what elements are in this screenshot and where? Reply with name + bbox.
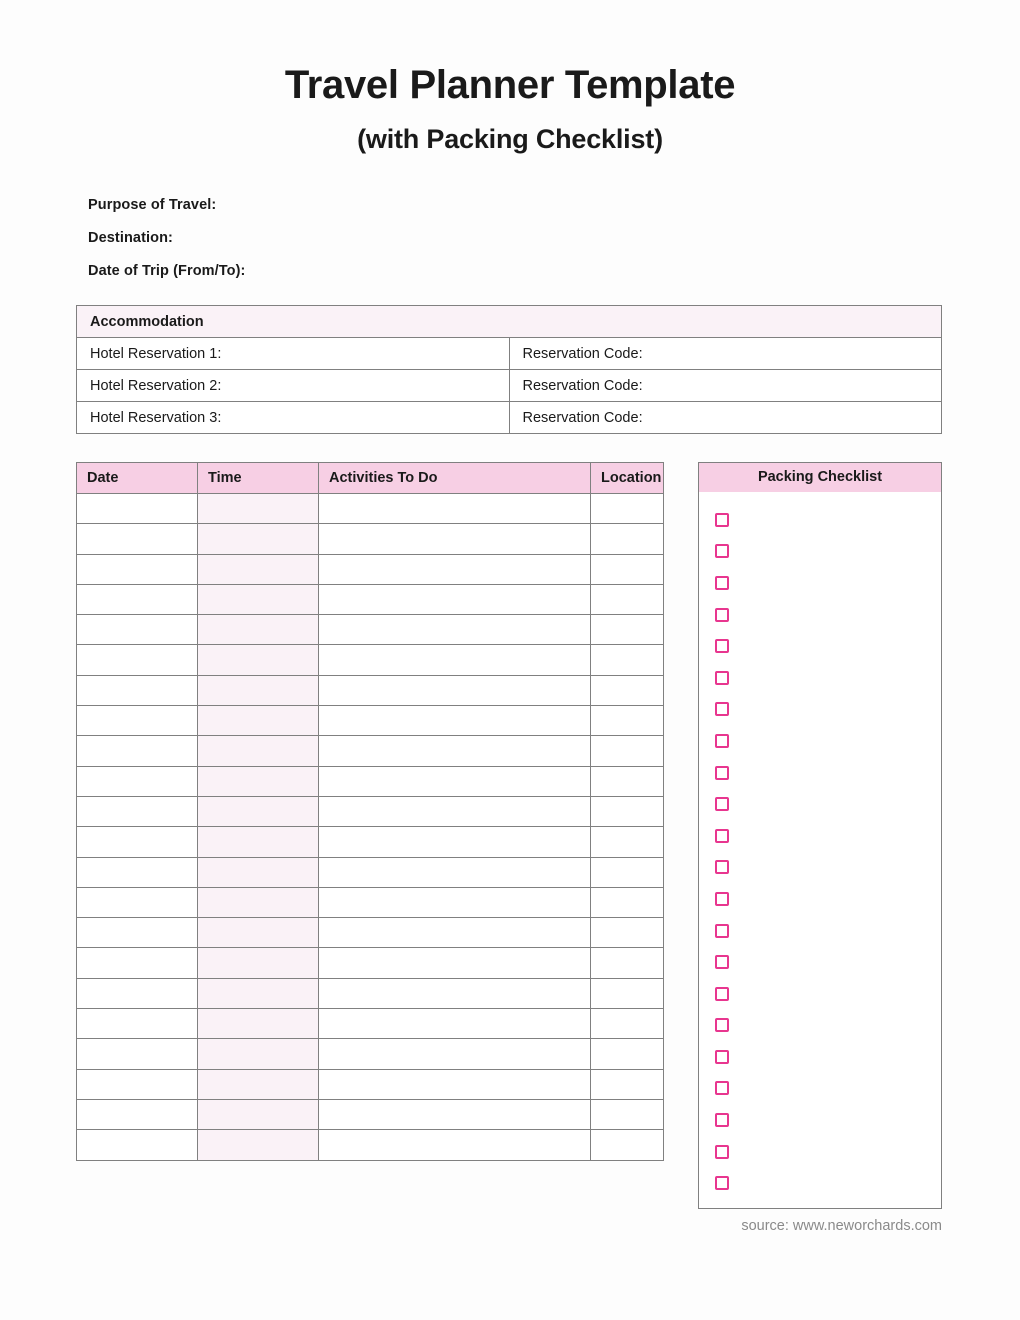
checkbox-icon[interactable] (715, 829, 729, 843)
table-row (77, 494, 664, 524)
table-row (77, 918, 664, 948)
itinerary-cell-date[interactable] (77, 918, 198, 948)
packing-checklist-header: Packing Checklist (699, 463, 941, 492)
table-row (77, 766, 664, 796)
list-item (715, 820, 941, 852)
itinerary-cell-location[interactable] (591, 1039, 664, 1069)
itinerary-cell-activities[interactable] (319, 1009, 591, 1039)
itinerary-cell-date[interactable] (77, 675, 198, 705)
list-item (715, 567, 941, 599)
itinerary-cell-date[interactable] (77, 584, 198, 614)
packing-checklist-body (699, 492, 941, 1208)
title-block (0, 0, 1020, 155)
packing-checklist-panel (698, 462, 942, 1209)
itinerary-cell-date[interactable] (77, 1039, 198, 1069)
table-row (77, 948, 664, 978)
itinerary-cell-time[interactable] (198, 1039, 319, 1069)
hotel-reservation-2-field[interactable]: Hotel Reservation 2: (77, 370, 510, 402)
list-item (715, 1136, 941, 1168)
checkbox-icon[interactable] (715, 513, 729, 527)
itinerary-cell-location[interactable] (591, 615, 664, 645)
itinerary-cell-activities[interactable] (319, 675, 591, 705)
itinerary-cell-location[interactable] (591, 1069, 664, 1099)
table-row (77, 887, 664, 917)
table-row (77, 827, 664, 857)
itinerary-cell-date[interactable] (77, 887, 198, 917)
itinerary-cell-date[interactable] (77, 796, 198, 826)
column-header-location: Location (591, 463, 664, 494)
itinerary-table (76, 462, 664, 1161)
itinerary-cell-location[interactable] (591, 736, 664, 766)
itinerary-cell-date[interactable] (77, 736, 198, 766)
checkbox-icon[interactable] (715, 987, 729, 1001)
field-label-purpose-of-travel: Purpose of Travel: (88, 197, 217, 213)
checkbox-icon[interactable] (715, 671, 729, 685)
checkbox-icon[interactable] (715, 797, 729, 811)
table-row (77, 1039, 664, 1069)
itinerary-cell-date[interactable] (77, 494, 198, 524)
itinerary-cell-location[interactable] (591, 948, 664, 978)
list-item (715, 630, 941, 662)
itinerary-cell-location[interactable] (591, 918, 664, 948)
list-item (715, 504, 941, 536)
table-row (77, 1130, 664, 1160)
itinerary-cell-time[interactable] (198, 948, 319, 978)
itinerary-cell-time[interactable] (198, 766, 319, 796)
itinerary-cell-time[interactable] (198, 524, 319, 554)
itinerary-cell-location[interactable] (591, 584, 664, 614)
itinerary-cell-location[interactable] (591, 796, 664, 826)
itinerary-cell-activities[interactable] (319, 494, 591, 524)
checkbox-icon[interactable] (715, 1176, 729, 1190)
itinerary-cell-activities[interactable] (319, 1069, 591, 1099)
itinerary-cell-time[interactable] (198, 645, 319, 675)
accommodation-header: Accommodation (77, 306, 942, 338)
list-item (715, 1010, 941, 1042)
itinerary-cell-activities[interactable] (319, 615, 591, 645)
list-item (715, 788, 941, 820)
itinerary-cell-location[interactable] (591, 887, 664, 917)
list-item (715, 852, 941, 884)
itinerary-cell-location[interactable] (591, 857, 664, 887)
table-row (77, 978, 664, 1008)
itinerary-cell-time[interactable] (198, 494, 319, 524)
table-row (77, 615, 664, 645)
itinerary-cell-time[interactable] (198, 584, 319, 614)
checkbox-icon[interactable] (715, 608, 729, 622)
checkbox-icon[interactable] (715, 734, 729, 748)
itinerary-cell-time[interactable] (198, 857, 319, 887)
itinerary-cell-date[interactable] (77, 827, 198, 857)
list-item (715, 1041, 941, 1073)
checkbox-icon[interactable] (715, 1018, 729, 1032)
itinerary-cell-date[interactable] (77, 706, 198, 736)
list-item (715, 883, 941, 915)
list-item (715, 915, 941, 947)
table-row (77, 645, 664, 675)
itinerary-cell-activities[interactable] (319, 918, 591, 948)
itinerary-cell-time[interactable] (198, 675, 319, 705)
table-row (77, 370, 942, 402)
itinerary-header-row (77, 463, 664, 494)
checkbox-icon[interactable] (715, 924, 729, 938)
hotel-reservation-1-field[interactable]: Hotel Reservation 1: (77, 338, 510, 370)
list-item (715, 694, 941, 726)
itinerary-cell-activities[interactable] (319, 524, 591, 554)
list-item (715, 536, 941, 568)
itinerary-cell-date[interactable] (77, 554, 198, 584)
table-row (77, 1099, 664, 1129)
itinerary-cell-date[interactable] (77, 1130, 198, 1160)
itinerary-cell-time[interactable] (198, 978, 319, 1008)
reservation-code-2-field[interactable]: Reservation Code: (509, 370, 942, 402)
checkbox-icon[interactable] (715, 892, 729, 906)
itinerary-cell-activities[interactable] (319, 948, 591, 978)
itinerary-cell-activities[interactable] (319, 978, 591, 1008)
reservation-code-3-field[interactable]: Reservation Code: (509, 402, 942, 434)
table-row (77, 1069, 664, 1099)
itinerary-cell-activities[interactable] (319, 554, 591, 584)
itinerary-cell-activities[interactable] (319, 887, 591, 917)
table-row (77, 402, 942, 434)
table-row (77, 736, 664, 766)
checkbox-icon[interactable] (715, 1145, 729, 1159)
column-header-date: Date (77, 463, 198, 494)
table-row (77, 675, 664, 705)
itinerary-cell-time[interactable] (198, 887, 319, 917)
list-item (715, 946, 941, 978)
table-row (77, 796, 664, 826)
itinerary-cell-activities[interactable] (319, 736, 591, 766)
checkbox-icon[interactable] (715, 766, 729, 780)
table-row (77, 306, 942, 338)
list-item (715, 1167, 941, 1199)
checkbox-icon[interactable] (715, 702, 729, 716)
itinerary-cell-activities[interactable] (319, 1130, 591, 1160)
itinerary-cell-time[interactable] (198, 1099, 319, 1129)
itinerary-cell-location[interactable] (591, 1009, 664, 1039)
checkbox-icon[interactable] (715, 1081, 729, 1095)
itinerary-cell-activities[interactable] (319, 857, 591, 887)
table-row (77, 1009, 664, 1039)
checkbox-icon[interactable] (715, 544, 729, 558)
field-label-date-of-trip: Date of Trip (From/To): (88, 263, 246, 279)
itinerary-cell-time[interactable] (198, 1069, 319, 1099)
table-row (77, 524, 664, 554)
checkbox-icon[interactable] (715, 1113, 729, 1127)
itinerary-cell-time[interactable] (198, 796, 319, 826)
accommodation-section (0, 305, 1020, 434)
itinerary-cell-location[interactable] (591, 706, 664, 736)
table-row (77, 706, 664, 736)
itinerary-cell-date[interactable] (77, 978, 198, 1008)
list-item (715, 662, 941, 694)
page-subtitle: (with Packing Checklist) (357, 124, 663, 154)
itinerary-cell-location[interactable] (591, 554, 664, 584)
itinerary-cell-location[interactable] (591, 675, 664, 705)
list-item (715, 1073, 941, 1105)
table-row (77, 554, 664, 584)
itinerary-cell-activities[interactable] (319, 1099, 591, 1129)
checkbox-icon[interactable] (715, 639, 729, 653)
itinerary-cell-date[interactable] (77, 766, 198, 796)
table-row (77, 584, 664, 614)
hotel-reservation-3-field[interactable]: Hotel Reservation 3: (77, 402, 510, 434)
itinerary-cell-location[interactable] (591, 766, 664, 796)
itinerary-cell-location[interactable] (591, 1130, 664, 1160)
itinerary-cell-activities[interactable] (319, 796, 591, 826)
itinerary-cell-activities[interactable] (319, 706, 591, 736)
itinerary-cell-time[interactable] (198, 1009, 319, 1039)
reservation-code-1-field[interactable]: Reservation Code: (509, 338, 942, 370)
list-item (715, 725, 941, 757)
itinerary-cell-date[interactable] (77, 615, 198, 645)
list-item (715, 757, 941, 789)
itinerary-and-checklist-area (0, 462, 1020, 1209)
itinerary-cell-date[interactable] (77, 1099, 198, 1129)
itinerary-cell-date[interactable] (77, 1069, 198, 1099)
list-item (715, 978, 941, 1010)
table-row (77, 338, 942, 370)
itinerary-cell-time[interactable] (198, 827, 319, 857)
itinerary-cell-location[interactable] (591, 524, 664, 554)
itinerary-cell-time[interactable] (198, 706, 319, 736)
itinerary-cell-location[interactable] (591, 1099, 664, 1129)
checkbox-icon[interactable] (715, 576, 729, 590)
itinerary-cell-time[interactable] (198, 736, 319, 766)
page-title: Travel Planner Template (284, 63, 736, 107)
itinerary-cell-location[interactable] (591, 827, 664, 857)
checkbox-icon[interactable] (715, 955, 729, 969)
checkbox-icon[interactable] (715, 860, 729, 874)
itinerary-cell-location[interactable] (591, 645, 664, 675)
trip-info-fields (0, 197, 1020, 279)
itinerary-cell-date[interactable] (77, 857, 198, 887)
accommodation-table (76, 305, 942, 434)
itinerary-cell-date[interactable] (77, 1009, 198, 1039)
itinerary-cell-time[interactable] (198, 554, 319, 584)
itinerary-cell-location[interactable] (591, 978, 664, 1008)
column-header-activities-to-do: Activities To Do (319, 463, 591, 494)
itinerary-cell-time[interactable] (198, 918, 319, 948)
itinerary-cell-activities[interactable] (319, 1039, 591, 1069)
itinerary-cell-date[interactable] (77, 524, 198, 554)
source-attribution: source: www.neworchards.com (741, 1218, 942, 1234)
itinerary-cell-date[interactable] (77, 948, 198, 978)
itinerary-cell-time[interactable] (198, 1130, 319, 1160)
checkbox-icon[interactable] (715, 1050, 729, 1064)
itinerary-cell-location[interactable] (591, 494, 664, 524)
table-row (77, 857, 664, 887)
itinerary-cell-time[interactable] (198, 615, 319, 645)
column-header-time: Time (198, 463, 319, 494)
itinerary-cell-activities[interactable] (319, 766, 591, 796)
itinerary-cell-activities[interactable] (319, 645, 591, 675)
itinerary-cell-activities[interactable] (319, 584, 591, 614)
itinerary-cell-date[interactable] (77, 645, 198, 675)
itinerary-cell-activities[interactable] (319, 827, 591, 857)
field-label-destination: Destination: (88, 230, 173, 246)
list-item (715, 1104, 941, 1136)
list-item (715, 599, 941, 631)
itinerary-body (77, 494, 664, 1161)
